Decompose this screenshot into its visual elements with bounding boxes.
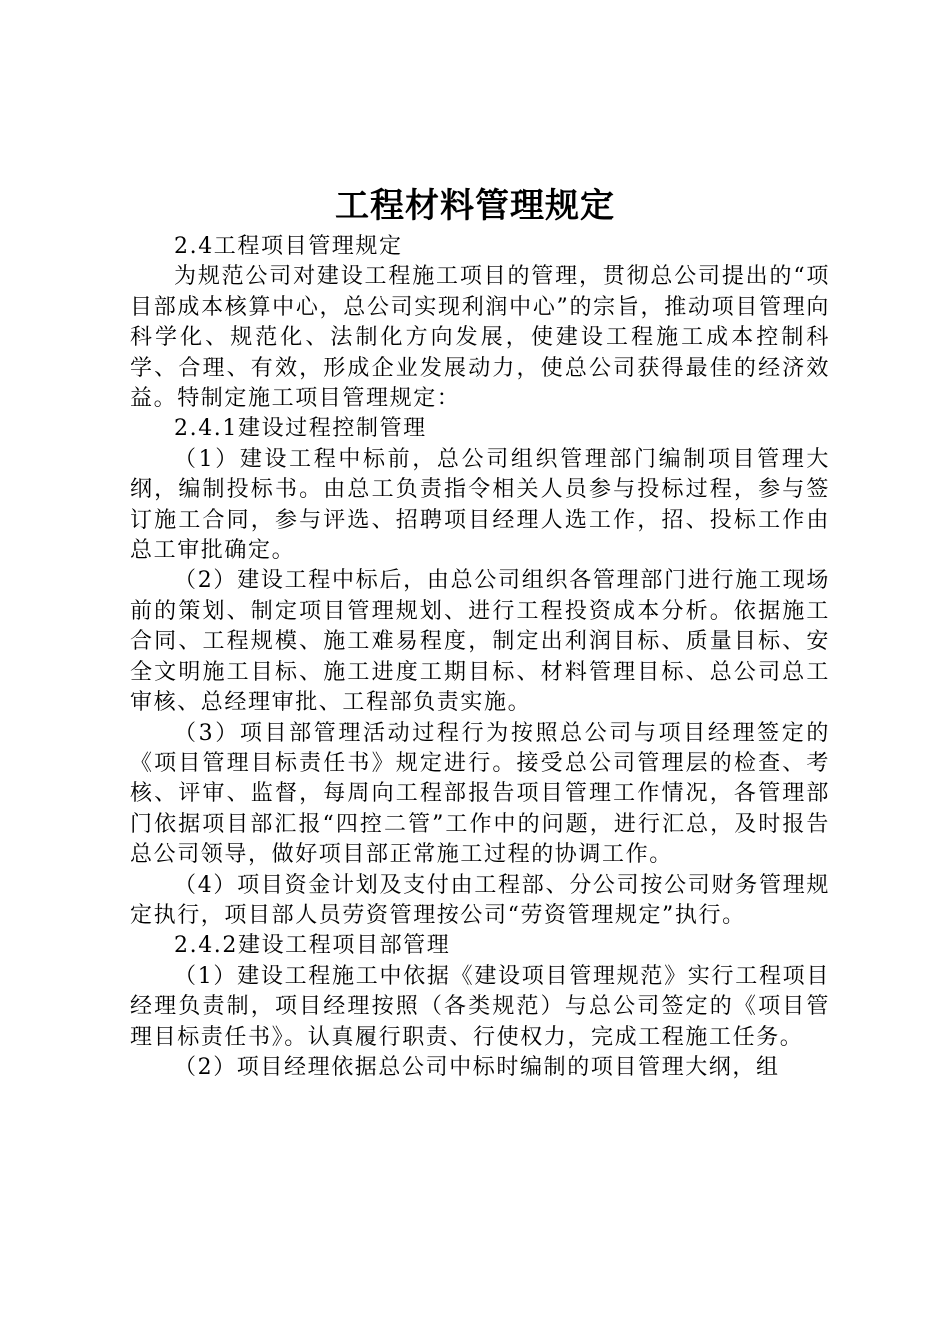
section-heading-2-4-1: 2.4.1建设过程控制管理 [174,416,427,442]
paragraph-item-2: （2）建设工程中标后，由总公司组织各管理部门进行施工现场前的策划、制定项目管理规划、进行工程投资成本分析。依据施工合同、工程规模、施工难易程度，制定出利润目标、质量目标、安全文明施工目标、施工进度工期目标、材料管理目标、总公司总工审核、总经理审批、工程部负责实施。 [130,568,830,716]
section-heading-2-4: 2.4工程项目管理规定 [174,234,403,259]
paragraph-item-1: （1）建设工程中标前，总公司组织管理部门编制项目管理大纲，编制投标书。由总工负责指令相关人员参与投标过程，参与签订施工合同，参与评选、招聘项目经理人选工作，招、投标工作由总工审批确定。 [130,446,830,564]
document-body [130,232,830,1083]
section-heading-2-4-2: 2.4.2建设工程项目部管理 [174,933,451,959]
paragraph-intro: 为规范公司对建设工程施工项目的管理，贯彻总公司提出的“项目部成本核算中心，总公司实现利润中心”的宗旨，推动项目管理向科学化、规范化、法制化方向发展，使建设工程施工成本控制科学、合理、有效，形成企业发展动力，使总公司获得最佳的经济效益。特制定施工项目管理规定： [130,264,830,412]
paragraph-item-4: （4）项目资金计划及支付由工程部、分公司按公司财务管理规定执行，项目部人员劳资管理按公司“劳资管理规定”执行。 [130,872,830,928]
paragraph-item-6: （2）项目经理依据总公司中标时编制的项目管理大纲，组 [174,1054,780,1080]
document-title: 工程材料管理规定 [335,186,615,226]
paragraph-item-3: （3）项目部管理活动过程行为按照总公司与项目经理签定的《项目管理目标责任书》规定进行。接受总公司管理层的检查、考核、评审、监督，每周向工程部报告项目管理工作情况，各管理部门依据项目部汇报“四控二管”工作中的问题，进行汇总，及时报告总公司领导，做好项目部正常施工过程的协调工作。 [130,720,830,868]
paragraph-item-5: （1）建设工程施工中依据《建设项目管理规范》实行工程项目经理负责制，项目经理按照（各类规范）与总公司签定的《项目管理目标责任书》。认真履行职责、行使权力，完成工程施工任务。 [130,963,830,1050]
